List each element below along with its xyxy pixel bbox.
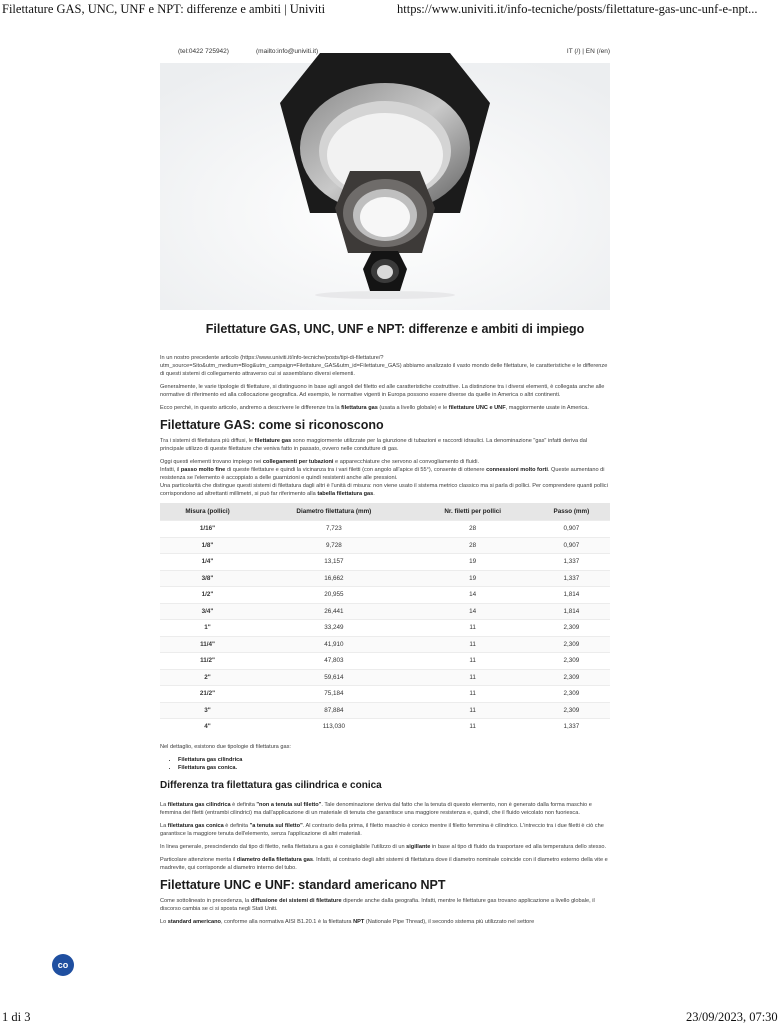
unc-paragraph-1: Come sottolineato in precedenza, la diffusione dei sistemi di filettature dipende anche dalla geografia. Infatti, mentre le filettature gas trovano applicazione a livello globale, il discorso cambia se ci si sposta negli Stati Uniti. (160, 897, 595, 912)
table-cell: 1,337 (533, 570, 610, 587)
table-cell: 2,309 (533, 653, 610, 670)
table-cell: 14 (413, 603, 533, 620)
diff-paragraph-4: Particolare attenzione merita il diametro della filettatura gas. Infatti, al contrario degli altri sistemi di filettatura dove il diametro nominale coincide con il diametro esterno della vite e madrevite, qui corrisponde al diametro interno del tubo. (160, 856, 608, 871)
gas-thread-table (160, 503, 610, 735)
table-cell: 1/2" (160, 587, 255, 604)
table-row (160, 521, 610, 538)
types-intro: Nel dettaglio, esistono due tipologie di filettatura gas: (160, 743, 291, 750)
gas-paragraph-1: Tra i sistemi di filettatura più diffusi, le filettature gas sono maggiormente utilizzate per la giunzione di tubazioni e raccordi idraulici. La denominazione "gas" infatti deriva dal principale utilizzo di queste filettature che veniva fatto in passato, ovvero nelle condutture di gas. (160, 438, 588, 452)
table-cell: 28 (413, 537, 533, 554)
table-cell: 0,907 (533, 537, 610, 554)
table-cell: 20,955 (255, 587, 412, 604)
table-header-cell: Diametro filettatura (mm) (255, 503, 412, 521)
table-cell: 33,249 (255, 620, 412, 637)
table-cell: 19 (413, 554, 533, 571)
table-cell: 1/8" (160, 537, 255, 554)
table-cell: 11 (413, 702, 533, 719)
table-cell: 41,910 (255, 636, 412, 653)
intro-paragraph-3: Ecco perché, in questo articolo, andremo a descrivere le differenze tra la filettatura gas (usata a livello globale) e le filettature UNC e UNF, maggiormente usate in America. (160, 405, 589, 411)
table-cell: 13,157 (255, 554, 412, 571)
table-cell: 7,723 (255, 521, 412, 538)
print-page-title: Filettature GAS, UNC, UNF e NPT: differenze e ambiti | Univiti (2, 2, 326, 16)
gas-types-list (160, 756, 610, 772)
heading-difference: Differenza tra filettatura gas cilindrica e conica (160, 779, 382, 791)
article-content (160, 322, 610, 931)
table-cell: 2,309 (533, 686, 610, 703)
table-row (160, 570, 610, 587)
table-cell: 26,441 (255, 603, 412, 620)
table-cell: 1,337 (533, 719, 610, 735)
gas-paragraph-3: Infatti, il passo molto fine di queste filettature e quindi la vicinanza tra i vari filetti (con angolo all'apice di 55°), consente di ottenere connessioni molto forti. Queste aumentano di resistenza se l'elemento è accoppiato a delle guarnizioni e quindi resistenti anche alle pressioni. (160, 467, 605, 481)
table-cell: 11 (413, 620, 533, 637)
table-header-cell: Passo (mm) (533, 503, 610, 521)
table-cell: 11 (413, 653, 533, 670)
table-cell: 75,184 (255, 686, 412, 703)
table-row (160, 587, 610, 604)
heading-unc-unf: Filettature UNC e UNF: standard americano NPT (160, 877, 446, 892)
intro-paragraph-1: In un nostro precedente articolo (https://www.univiti.it/info-tecniche/posts/tipi-di-filettature/?utm_source=Sito&utm_medium=Blog&utm_campaign=Filettature_GAS&utm_id=Filettature_GAS) abbiamo analizzato il vasto mondo delle filettature, le caratteristiche e le differenze di questi sistemi di collegamento attraverso cui si assemblano diversi elementi. (160, 355, 608, 377)
print-datetime: 23/09/2023, 07:30 (686, 1010, 778, 1024)
table-row (160, 620, 610, 637)
table-row (160, 603, 610, 620)
intro-paragraph-2: Generalmente, le varie tipologie di filettature, si distinguono in base agli angoli del filetto ed alle caratteristiche costruttive. La distinzione tra i diversi elementi, è collegata anche alle normative di riferimento ed alla collocazione geografica. Ad esempio, le normative vigenti in Europa possono essere diverse da quelle in America o altri continenti. (160, 384, 605, 398)
table-cell: 11 (413, 669, 533, 686)
diff-paragraph-3: In linea generale, prescindendo dal tipo di filetto, nella filettatura a gas è consigliabile l'utilizzo di un sigillante in base al tipo di fluido da trasportare ed alla temperatura dello stesso. (160, 843, 607, 850)
table-cell: 2,309 (533, 620, 610, 637)
table-row (160, 554, 610, 571)
print-page-url: https://www.univiti.it/info-tecniche/posts/filettature-gas-unc-unf-e-npt... (397, 2, 758, 16)
table-row (160, 669, 610, 686)
table-cell: 1,814 (533, 587, 610, 604)
table-row (160, 636, 610, 653)
unc-paragraph-2: Lo standard americano, conforme alla normativa AISI B1.20.1 è la filettatura NPT (Nationale Pipe Thread), il secondo sistema più utilizzato nel settore (160, 918, 535, 925)
diff-paragraph-1: La filettatura gas cilindrica è definita "non a tenuta sul filetto". Tale denominazione deriva dal fatto che la tenuta di questo elemento, non è generato dalla forma maschio e femmina dei filetti (entrambi cilindrici) ma dall'applicazione di un materiale di tenuta che garantisce una maggiore resistenza e, quindi, che il fluido veicolato non fuoriesca. (160, 801, 592, 816)
table-cell: 3" (160, 702, 255, 719)
table-cell: 2,309 (533, 636, 610, 653)
table-row (160, 702, 610, 719)
table-cell: 11 (413, 719, 533, 735)
table-cell: 59,614 (255, 669, 412, 686)
table-row (160, 719, 610, 735)
table-cell: 11 (413, 636, 533, 653)
table-cell: 19 (413, 570, 533, 587)
table-body (160, 521, 610, 735)
print-footer (0, 1010, 778, 1024)
table-header-cell: Nr. filetti per pollici (413, 503, 533, 521)
table-cell: 3/4" (160, 603, 255, 620)
table-cell: 1,337 (533, 554, 610, 571)
table-cell: 28 (413, 521, 533, 538)
table-cell: 14 (413, 587, 533, 604)
diff-paragraph-2: La filettatura gas conica è definita "a tenuta sul filetto". Al contrario della prima, il filetto maschio è conico mentre il filetto femmina è cilindrico. L'intreccio tra i due filetti è ciò che garantisce la maggiore tenuta dell'elemento, senza l'applicazione di altri materiali. (160, 822, 604, 837)
phone-link[interactable]: (tel:0422 725942) (178, 48, 229, 55)
hex-nuts-illustration (160, 63, 610, 310)
table-cell: 11 (413, 686, 533, 703)
gas-paragraph-2: Oggi questi elementi trovano impiego nei collegamenti per tubazioni e apparecchiature che servono al convogliamento di fluidi. (160, 459, 480, 465)
table-row (160, 653, 610, 670)
hero-image-nuts (160, 63, 610, 310)
gas-paragraph-4: Una particolarità che distingue questi sistemi di filettatura dagli altri è l'unità di misura: non viene usato il sistema metrico classico ma si parla di pollici. Per comprendere quanti pollici corrispondono ad altrettanti millimetri, si può far riferimento alla tabella filettatura gas. (160, 483, 608, 497)
table-cell: 3/8" (160, 570, 255, 587)
table-cell: 0,907 (533, 521, 610, 538)
heading-gas: Filettature GAS: come si riconoscono (160, 418, 384, 432)
table-row (160, 537, 610, 554)
language-switcher[interactable]: IT (/) | EN (/en) (566, 48, 610, 55)
table-cell: 1,814 (533, 603, 610, 620)
table-cell: 1" (160, 620, 255, 637)
article-title: Filettature GAS, UNC, UNF e NPT: differenze e ambiti di impiego (205, 322, 585, 336)
list-item: • Filettatura gas cilindrica (178, 756, 610, 764)
table-cell: 9,728 (255, 537, 412, 554)
print-header (0, 0, 768, 18)
table-cell: 2,309 (533, 702, 610, 719)
list-item: • Filettatura gas conica. (178, 764, 610, 772)
table-cell: 2" (160, 669, 255, 686)
table-cell: 21/2" (160, 686, 255, 703)
table-cell: 1/4" (160, 554, 255, 571)
print-page-number: 1 di 3 (2, 1010, 31, 1024)
chat-widget-button[interactable]: co (52, 954, 74, 976)
table-cell: 16,662 (255, 570, 412, 587)
table-cell: 11/2" (160, 653, 255, 670)
table-header-row (160, 503, 610, 521)
table-cell: 1/16" (160, 521, 255, 538)
table-header-cell: Misura (pollici) (160, 503, 255, 521)
table-cell: 47,803 (255, 653, 412, 670)
table-cell: 87,884 (255, 702, 412, 719)
email-link[interactable]: (mailto:info@univiti.it) (256, 48, 319, 55)
table-cell: 4" (160, 719, 255, 735)
table-cell: 11/4" (160, 636, 255, 653)
table-cell: 113,030 (255, 719, 412, 735)
table-row (160, 686, 610, 703)
table-cell: 2,309 (533, 669, 610, 686)
